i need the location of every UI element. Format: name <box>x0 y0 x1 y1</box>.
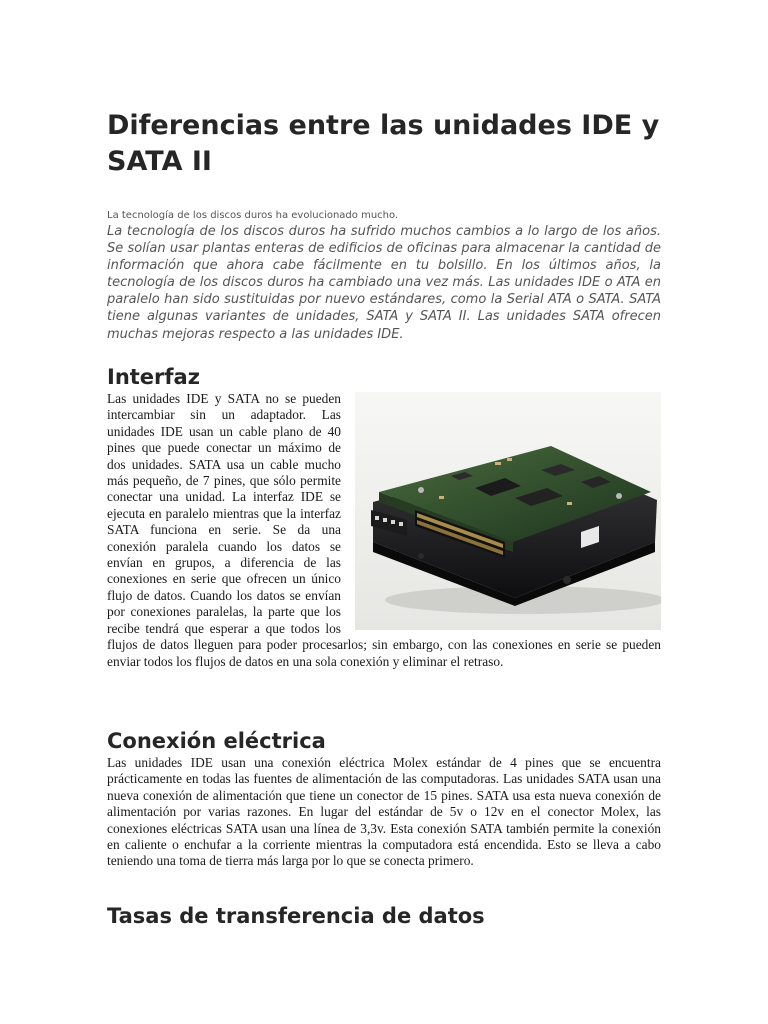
section-heading-tasas-transferencia: Tasas de transferencia de datos <box>107 904 485 928</box>
article-caption: La tecnología de los discos duros ha evolucionado mucho. <box>107 210 399 221</box>
hard-drive-photo <box>355 392 661 630</box>
article-title: Diferencias entre las unidades IDE y SATA II <box>107 110 660 177</box>
section-interfaz <box>107 391 661 670</box>
article-intro: La tecnología de los discos duros ha sufrido muchos cambios a lo largo de los años. Se solían usar plantas enteras de edificios de oficinas para almacenar la cantidad de información que ahora cabe fácilmente en tu bolsillo. En los últimos años, la tecnología de los discos duros ha cambiado una vez más. Las unidades IDE o ATA en paralelo han sido sustituidas por nuevo estándares, como la Serial ATA o SATA. SATA tiene algunas variantes de unidades, SATA y SATA II. Las unidades SATA ofrecen muchas mejoras respecto a las unidades IDE. <box>107 224 661 342</box>
section-interfaz-text: Las unidades IDE y SATA no se pueden intercambiar sin un adaptador. Las unidades IDE usan un cable plano de 40 pines que puede conectar un máximo de dos unidades. SATA usa un cable mucho más pequeño, de 7 pines, que sólo permite conectar una unidad. La interfaz IDE se ejecuta en paralelo mientras que la interfaz SATA funciona en serie. Se da una conexión paralela cuando los datos se envían en grupos, a diferencia de las conexiones en serie que ofrecen un único flujo de datos. Cuando los datos se envían por conexiones paralelas, la parte que los recibe tendrá que esperar a que todos los flujos de datos lleguen para poder procesarlos; sin embargo, con las conexiones en serie se pueden enviar todos los flujos de datos en una sola conexión y eliminar el retraso. <box>107 391 661 669</box>
section-heading-interfaz: Interfaz <box>107 365 200 389</box>
section-conexion-electrica-text: Las unidades IDE usan una conexión eléctrica Molex estándar de 4 pines que se encuentra prácticamente en todas las fuentes de alimentación de las computadoras. Las unidades SATA usan una nueva conexión de alimentación que tiene un conector de 15 pines. SATA usa esta nueva conexión de alimentación por varias razones. En lugar del estándar de 5v o 12v en el conector Molex, las conexiones eléctricas SATA usan una línea de 3,3v. Esta conexión SATA también permite la conexión en caliente o enchufar a la corriente mientras la computadora está encendida. Esto se lleva a cabo teniendo una toma de tierra más larga por lo que se conecta primero. <box>107 755 661 869</box>
section-heading-conexion-electrica: Conexión eléctrica <box>107 729 326 753</box>
